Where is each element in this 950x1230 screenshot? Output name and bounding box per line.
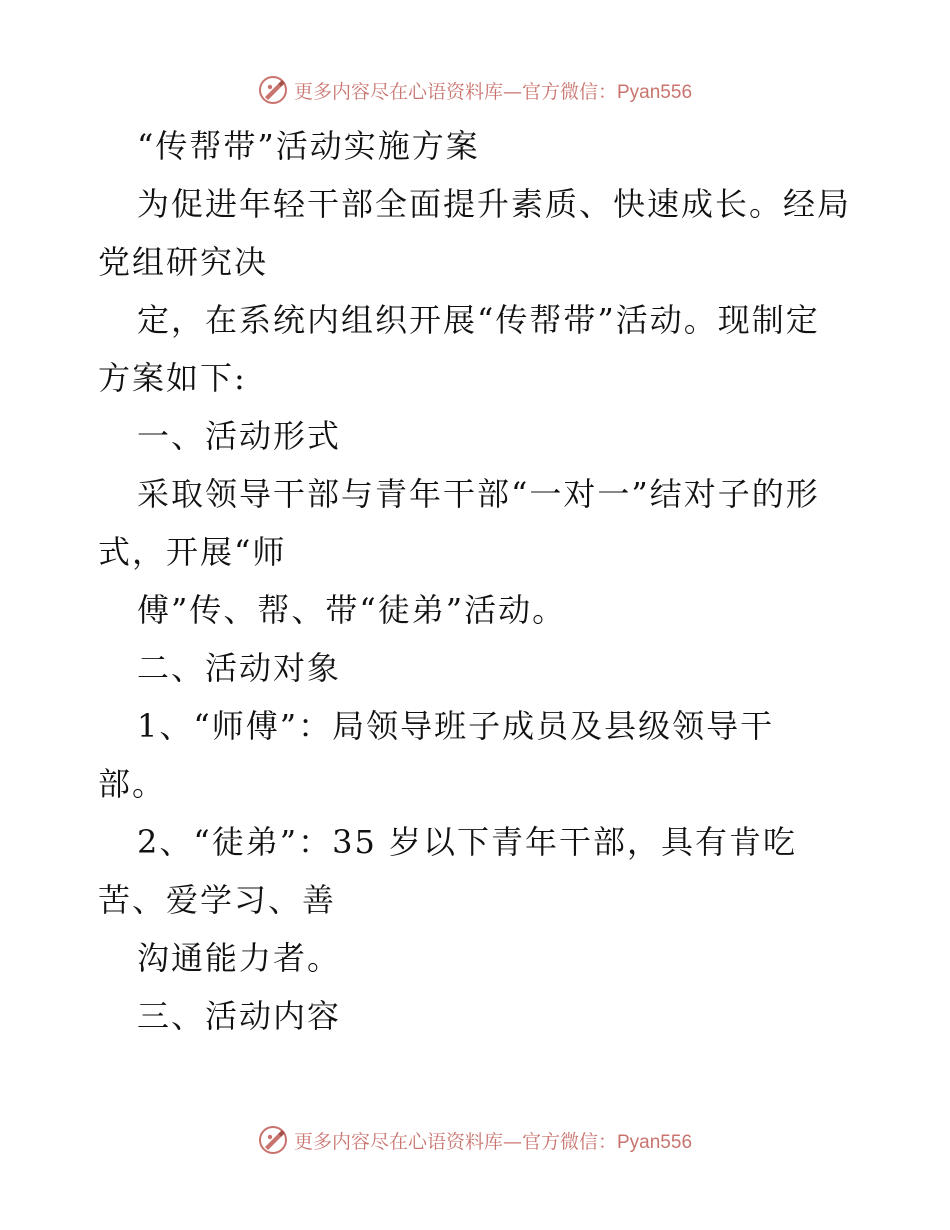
paragraph-line: 沟通能力者。	[137, 939, 342, 977]
header-banner	[0, 70, 950, 110]
footer-banner	[0, 1120, 950, 1160]
pen-seal-logo-icon	[258, 1125, 288, 1155]
banner-label: 更多内容尽在心语资料库—官方微信：	[293, 80, 617, 103]
paragraph-line: 方案如下:	[98, 359, 247, 397]
banner-text	[294, 1127, 692, 1154]
paragraph-line: 为促进年轻干部全面提升素质、快速成长。经局	[137, 185, 852, 223]
paragraph-line: 傅”传、帮、带“徒弟”活动。	[137, 591, 567, 629]
paragraph-line: 党组研究决	[98, 243, 269, 281]
paragraph-line: 式，开展“师	[98, 533, 287, 571]
section-heading: 二、活动对象	[137, 649, 342, 687]
pen-seal-logo-icon	[258, 75, 288, 105]
banner-text	[294, 77, 692, 104]
banner-label: 更多内容尽在心语资料库—官方微信：	[293, 1130, 617, 1153]
banner-wechat-id: Pyan556	[617, 1131, 693, 1153]
paragraph-line: 苦、爱学习、善	[98, 881, 337, 919]
paragraph-line: 部。	[98, 765, 167, 803]
section-heading: 一、活动形式	[137, 417, 342, 455]
document-title: “传帮带”活动实施方案	[137, 127, 480, 165]
paragraph-line: 采取领导干部与青年干部“一对一”结对子的形	[137, 475, 820, 513]
paragraph-line: 2、“徒弟”：35 岁以下青年干部，具有肯吃	[137, 823, 797, 861]
section-heading: 三、活动内容	[137, 997, 342, 1035]
paragraph-line: 1、“师傅”：局领导班子成员及县级领导干	[137, 707, 775, 745]
banner-wechat-id: Pyan556	[617, 81, 693, 103]
paragraph-line: 定，在系统内组织开展“传帮带”活动。现制定	[137, 301, 820, 339]
